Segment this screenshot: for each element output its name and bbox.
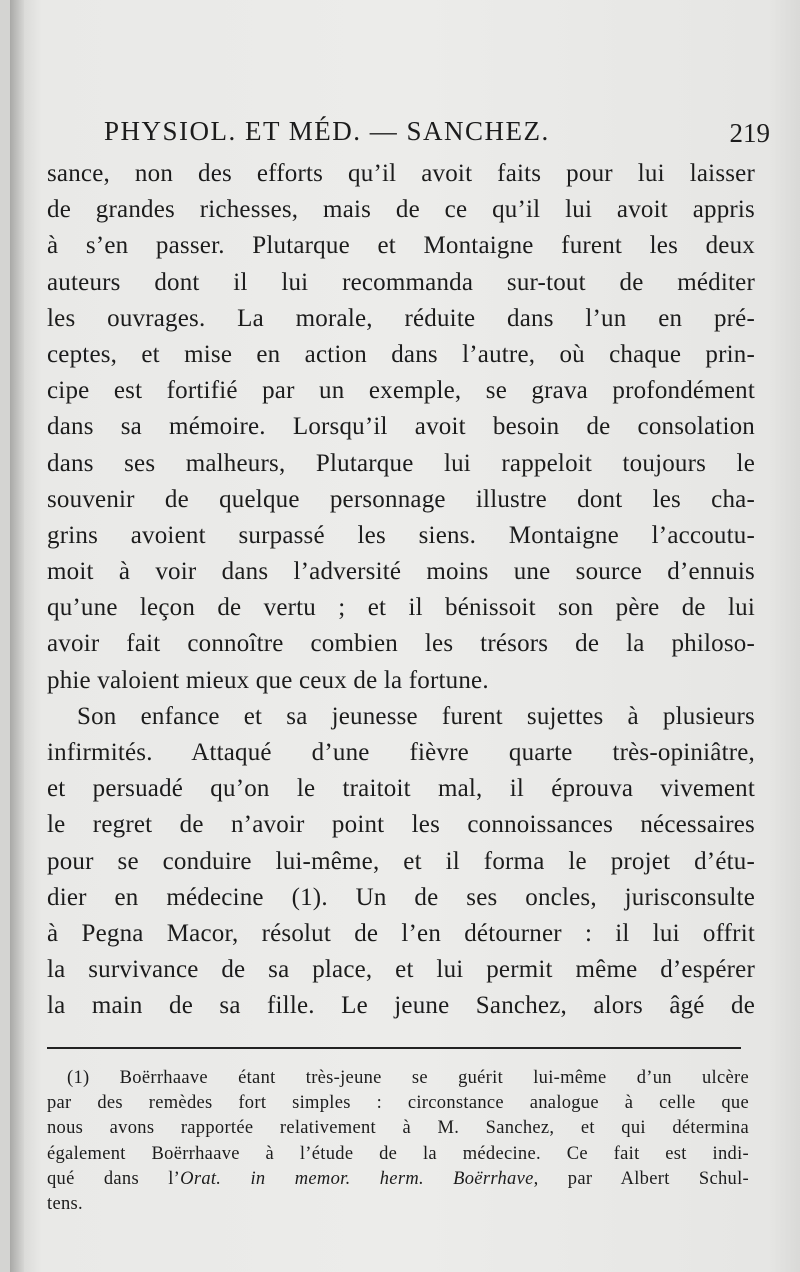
text-line: dans sa mémoire. Lorsqu’il avoit besoin de consolation <box>47 413 755 441</box>
text-line: infirmités. Attaqué d’une fièvre quarte très-opiniâtre, <box>47 739 755 766</box>
text-line: à s’en passer. Plutarque et Montaigne furent les deux <box>47 232 755 260</box>
footnote-text: , par Albert Schul- <box>533 1168 749 1189</box>
running-head: PHYSIOL. ET MÉD. — SANCHEZ. <box>104 116 550 146</box>
text-line: dier en médecine (1). Un de ses oncles, jurisconsulte <box>47 883 755 911</box>
text-line: dans ses malheurs, Plutarque lui rappeloit toujours le <box>47 449 755 477</box>
page-number: 219 <box>729 118 770 148</box>
footnote-line: également Boërrhaave à l’étude de la médecine. Ce fait est indi- <box>47 1143 749 1164</box>
page-header <box>48 116 770 156</box>
body-text <box>47 156 755 1025</box>
footnote <box>47 1066 749 1217</box>
text-line: et persuadé qu’on le traitoit mal, il éprouva vivement <box>47 775 755 803</box>
text-line: la survivance de sa place, et lui permit même d’espérer <box>47 956 755 984</box>
footnote-text: qué dans l’ <box>47 1168 181 1189</box>
text-line: la main de sa fille. Le jeune Sanchez, alors âgé de <box>47 992 755 1020</box>
paragraph-end-line: phie valoient mieux que ceux de la fortune. <box>47 666 489 694</box>
text-line: grins avoient surpassé les siens. Montaigne l’accoutu- <box>47 521 755 549</box>
text-line: le regret de n’avoir point les connoissances nécessaires <box>47 811 755 839</box>
page-gutter <box>10 0 24 1272</box>
text-line: qu’une leçon de vertu ; et il bénissoit son père de lui <box>47 594 755 622</box>
footnote-line: nous avons rapportée relativement à M. Sanchez, et qui détermina <box>47 1118 749 1139</box>
citation-title: Orat. in memor. herm. Boërrhave <box>180 1168 534 1189</box>
footnote-line: tens. <box>47 1193 83 1214</box>
text-line: avoir fait connoître combien les trésors de la philoso- <box>47 630 755 658</box>
footnote-rule <box>47 1047 741 1049</box>
text-line: auteurs dont il lui recommanda sur-tout de méditer <box>47 268 755 296</box>
footnote-line: par des remèdes fort simples : circonstance analogue à celle que <box>47 1093 749 1114</box>
text-line: à Pegna Macor, résolut de l’en détourner : il lui offrit <box>47 919 755 947</box>
text-line: pour se conduire lui-même, et il forma le projet d’étu- <box>47 847 755 875</box>
footnote-line-citation <box>47 1167 749 1192</box>
text-line: moit à voir dans l’adversité moins une source d’ennuis <box>47 558 755 586</box>
footnote-line: (1) Boërrhaave étant très-jeune se guérit lui-même d’un ulcère <box>67 1068 749 1088</box>
text-line: les ouvrages. La morale, réduite dans l’un en pré- <box>47 304 755 332</box>
paragraph-start-line: Son enfance et sa jeunesse furent sujettes à plusieurs <box>77 702 755 730</box>
text-line: de grandes richesses, mais de ce qu’il lui avoit appris <box>47 196 755 224</box>
text-line: cipe est fortifié par un exemple, se grava profondément <box>47 377 755 405</box>
text-line: sance, non des efforts qu’il avoit faits pour lui laisser <box>47 160 755 187</box>
text-line: souvenir de quelque personnage illustre dont les cha- <box>47 485 755 513</box>
text-line: ceptes, et mise en action dans l’autre, où chaque prin- <box>47 340 755 368</box>
